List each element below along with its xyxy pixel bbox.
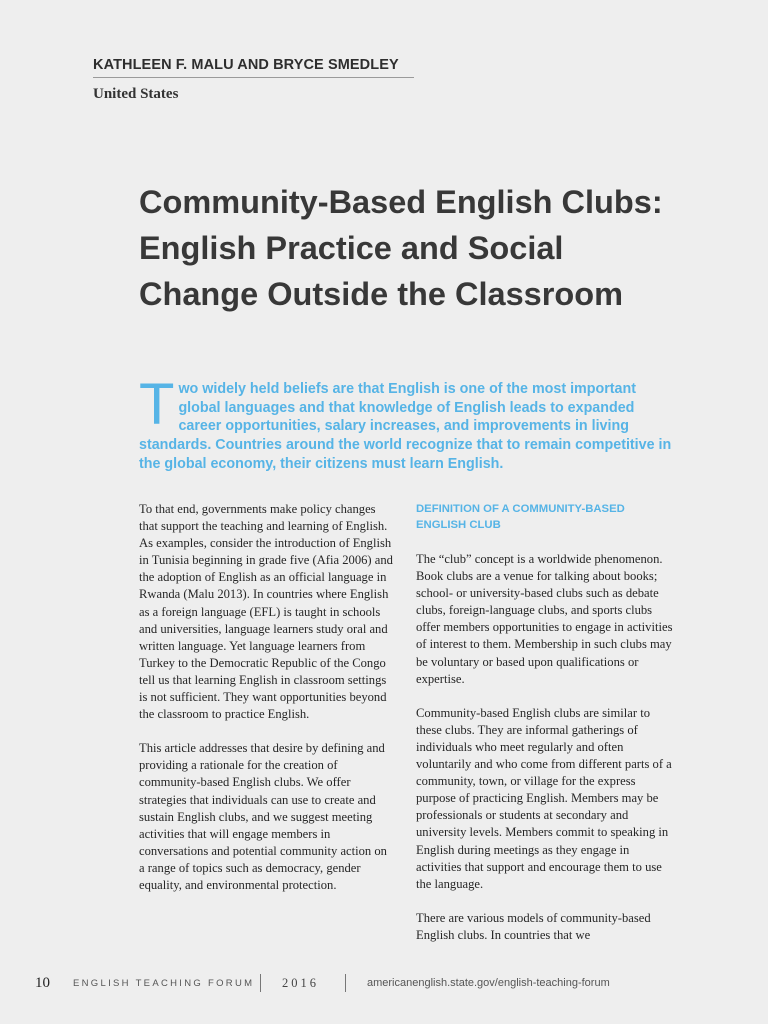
section-heading: DEFINITION OF A COMMUNITY-BASED ENGLISH CLUB bbox=[416, 503, 625, 531]
author-names: KATHLEEN F. MALU AND BRYCE SMEDLEY bbox=[93, 57, 414, 78]
body-paragraph: There are various models of community-based English clubs. In countries that we bbox=[416, 910, 651, 942]
body-paragraph: This article addresses that desire by defining and providing a rationale for the creation of community-based English clubs. We offer strategies that individuals can use to create and sustain English clubs, and we suggest meeting activities that will engage members in conversations and potential community action on a range of topics such as democracy, gender equality, and environmental protection. bbox=[139, 741, 387, 892]
body-paragraph: To that end, governments make policy changes that support the teaching and learning of English. As examples, consider the introduction of English in Tunisia beginning in grade five (Afia 2006) and the adoption of English as an official language in Rwanda (Malu 2013). In countries where English as a foreign language (EFL) is taught in schools and universities, language learners study oral and written language. Yet language learners from Turkey to the Democratic Republic of the Congo tell us that learning English in classroom settings is not sufficient. They want opportunities beyond the classroom to practice English. bbox=[139, 502, 393, 722]
page-number: 10 bbox=[35, 975, 50, 991]
journal-name: ENGLISH TEACHING FORUM bbox=[73, 978, 255, 989]
right-column bbox=[416, 501, 674, 961]
body-paragraph: Community-based English clubs are similar to these clubs. They are informal gatherings of individuals who meet regularly and often voluntarily and who come from different parts of a community, town, or village for the express purpose of practicing English. Members may be professionals or students at secondary and university levels. Members commit to speaking in English during meetings as they engage in activities that support and encourage them to use the language. bbox=[416, 705, 672, 891]
author-country: United States bbox=[93, 86, 179, 102]
website-url: americanenglish.state.gov/english-teaching-forum bbox=[367, 977, 610, 989]
footer-divider bbox=[345, 974, 346, 992]
article-title: Community-Based English Clubs: English Practice and Social Change Outside the Classroom bbox=[139, 184, 663, 312]
lead-paragraph bbox=[139, 372, 679, 474]
lead-text: wo widely held beliefs are that English is one of the most important global languages and that knowledge of English leads to expanded career opportunities, salary increases, and improvements in living standards. Countries around the world recognize that to remain competitive in the global economy, their citizens must learn English. bbox=[139, 381, 672, 472]
footer-divider bbox=[260, 974, 261, 992]
publication-year: 2016 bbox=[282, 976, 319, 990]
drop-cap: T bbox=[139, 372, 175, 437]
left-column bbox=[139, 501, 395, 911]
page-footer bbox=[0, 972, 768, 996]
body-paragraph: The “club” concept is a worldwide phenomenon. Book clubs are a venue for talking about books; school- or university-based clubs such as debate clubs, foreign-language clubs, and sports clubs offer members opportunities to engage in activities of interest to them. Membership in such clubs may be voluntary or based upon qualifications or expertise. bbox=[416, 552, 673, 686]
